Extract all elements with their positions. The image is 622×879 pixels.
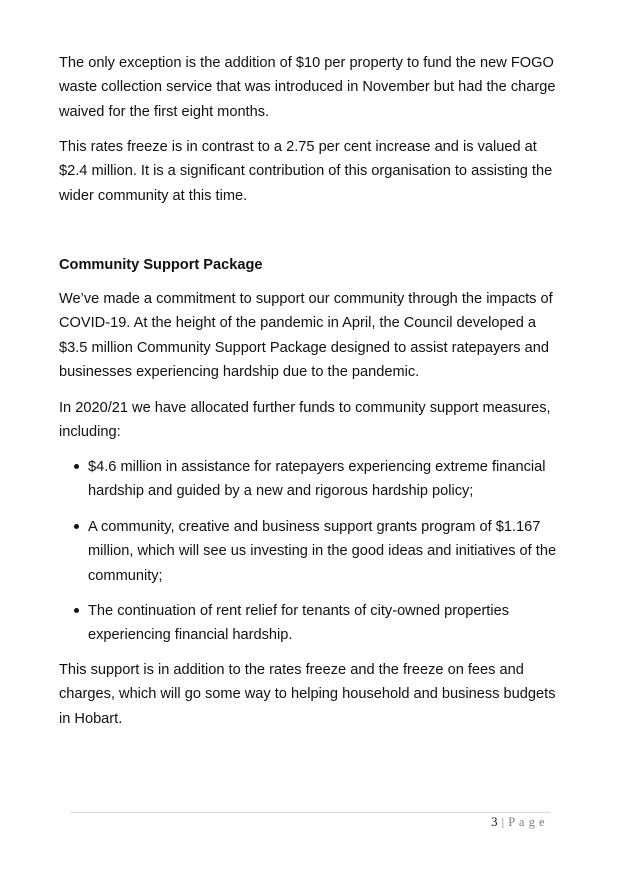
text-line: community; (88, 567, 163, 584)
text-line: The continuation of rent relief for tenants of city-owned properties (88, 603, 510, 619)
bullet-icon (74, 608, 79, 613)
text-line: million, which will see us investing in the good ideas and initiatives of the (88, 543, 557, 560)
list-item-text (88, 599, 509, 648)
text-line: We’ve made a commitment to support our community through the impacts of (59, 291, 553, 307)
text-line: waste collection service that was introduced in November but had the charge (59, 79, 556, 96)
text-line: $3.5 million Community Support Package designed to assist ratepayers and (59, 339, 549, 356)
paragraph-allocated-funds (59, 396, 559, 445)
list-item-text (88, 515, 556, 588)
text-line: waived for the first eight months. (59, 103, 270, 120)
text-line: $4.6 million in assistance for ratepayers experiencing extreme financial (88, 459, 546, 475)
paragraph-fogo-exception (59, 51, 559, 124)
text-line: in Hobart. (59, 710, 123, 727)
section-heading: Community Support Package (59, 257, 263, 273)
paragraph-additional-support (59, 658, 559, 731)
bullet-icon (74, 524, 79, 529)
text-line: wider community at this time. (59, 187, 248, 204)
text-line: This rates freeze is in contrast to a 2.75 per cent increase and is valued at (59, 139, 537, 155)
text-line: including: (59, 424, 121, 441)
text-line: A community, creative and business support grants program of $1.167 (88, 519, 541, 535)
text-line: COVID-19. At the height of the pandemic in April, the Council developed a (59, 315, 537, 332)
page-number: 3 (491, 815, 499, 829)
text-line: charges, which will go some way to helping household and business budgets (59, 686, 556, 703)
page-separator: | (498, 815, 509, 829)
list-item-text (88, 455, 546, 504)
page-label: P a g e (508, 815, 545, 829)
bullet-icon (74, 464, 79, 469)
paragraph-rates-freeze (59, 135, 559, 208)
text-line: This support is in addition to the rates freeze and the freeze on fees and (59, 662, 524, 678)
text-line: experiencing financial hardship. (88, 627, 293, 644)
footer-divider (70, 812, 550, 813)
text-line: The only exception is the addition of $10 per property to fund the new FOGO (59, 55, 554, 71)
paragraph-commitment (59, 287, 559, 384)
text-line: In 2020/21 we have allocated further funds to community support measures, (59, 400, 551, 416)
text-line: businesses experiencing hardship due to the pandemic. (59, 363, 420, 380)
text-line: $2.4 million. It is a significant contribution of this organisation to assisting the (59, 163, 553, 180)
page-footer (491, 815, 545, 830)
text-line: hardship and guided by a new and rigorous hardship policy; (88, 483, 474, 500)
